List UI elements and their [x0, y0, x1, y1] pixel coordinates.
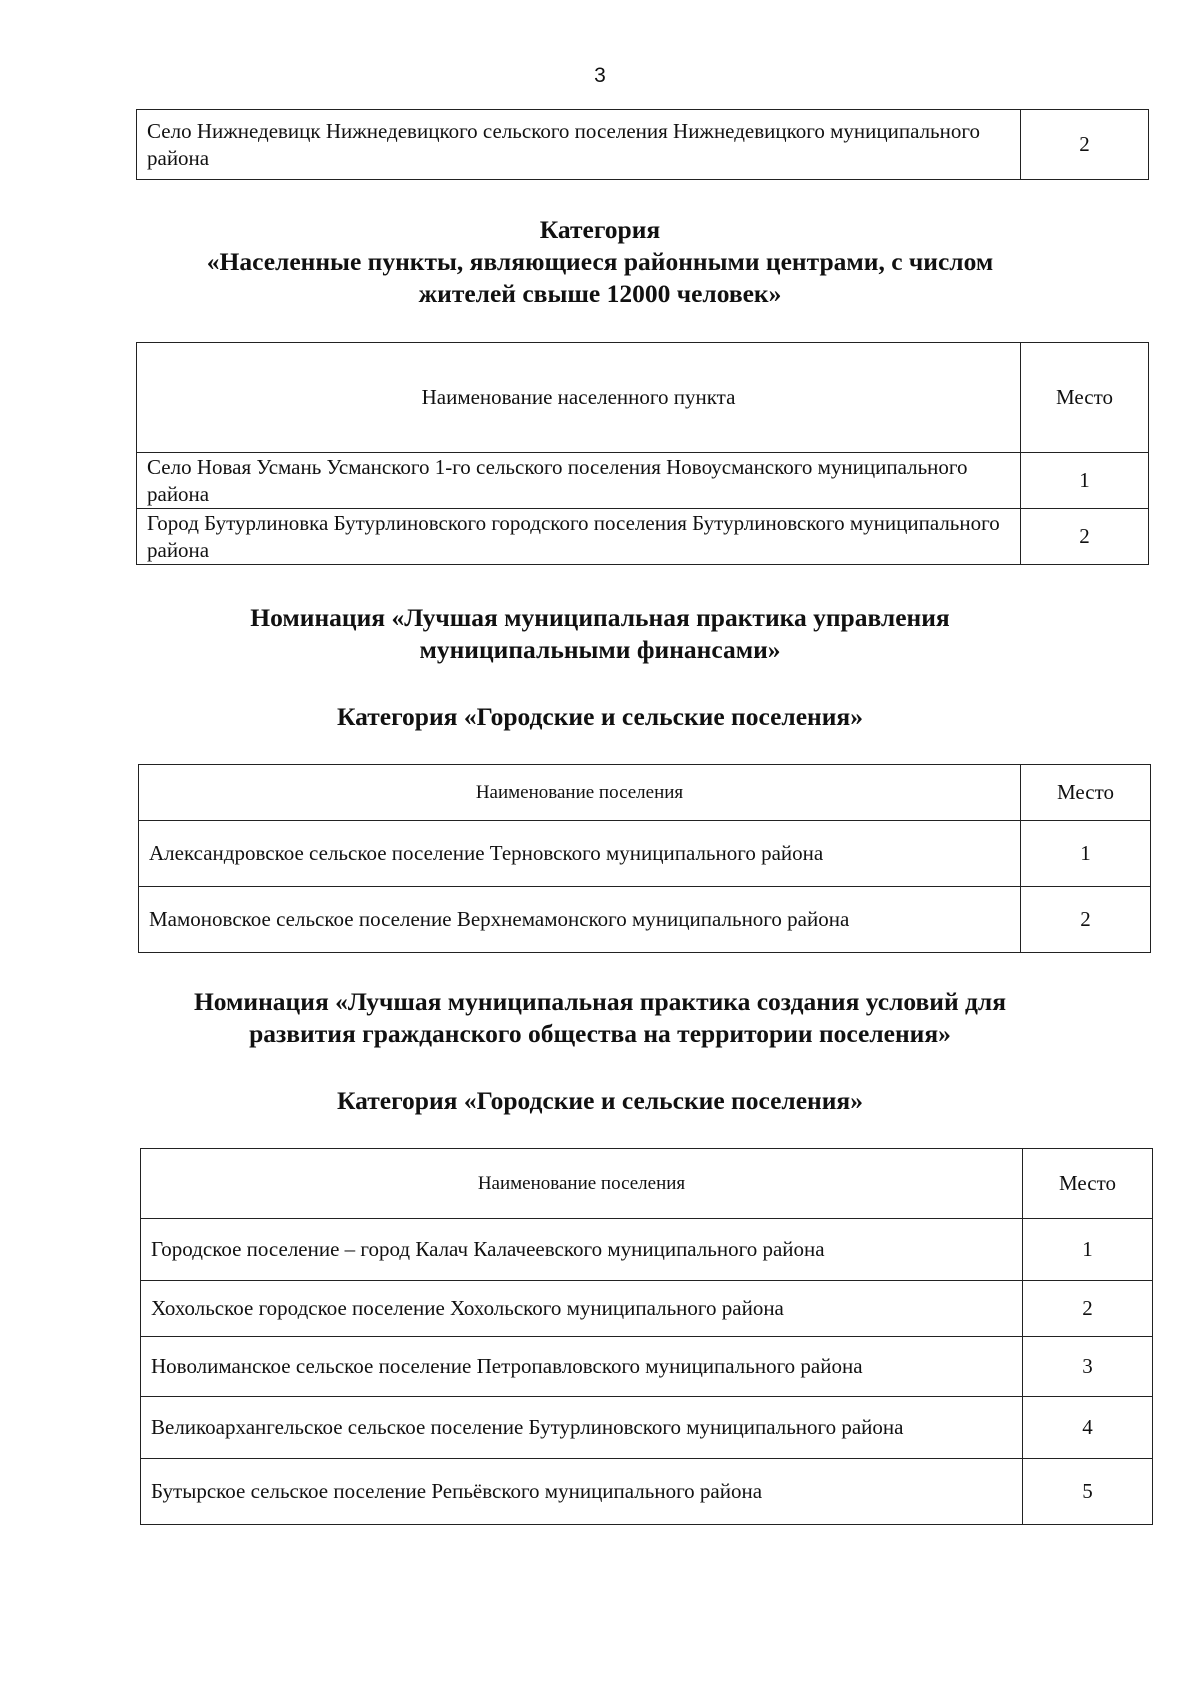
- table-row: [141, 1219, 1153, 1281]
- column-header-name: Наименование поселения: [141, 1149, 1023, 1219]
- settlement-name: Хохольское городское поселение Хохольского муниципального района: [141, 1281, 1023, 1337]
- settlement-name: Бутырское сельское поселение Репьёвского муниципального района: [141, 1459, 1023, 1525]
- place-value: 1: [1021, 821, 1151, 887]
- heading-line: «Населенные пункты, являющиеся районными центрами, с числом: [206, 247, 994, 276]
- place-value: 2: [1021, 887, 1151, 953]
- place-value: 2: [1021, 509, 1149, 565]
- settlement-name: Городское поселение – город Калач Калачеевского муниципального района: [141, 1219, 1023, 1281]
- heading-line: Номинация «Лучшая муниципальная практика управления: [250, 603, 950, 632]
- settlement-name: Великоархангельское сельское поселение Бутурлиновского муниципального района: [141, 1397, 1023, 1459]
- category-heading-settlements: [0, 701, 1200, 733]
- table-row: [141, 1397, 1153, 1459]
- heading-line: жителей свыше 12000 человек»: [418, 279, 782, 308]
- column-header-place: Место: [1021, 343, 1149, 453]
- settlement-name: Город Бутурлиновка Бутурлиновского городского поселения Бутурлиновского муниципального района: [137, 509, 1021, 565]
- table-finance: [138, 764, 1151, 953]
- table-header-row: [141, 1149, 1153, 1219]
- place-value: 3: [1023, 1337, 1153, 1397]
- table-continuation: [136, 109, 1149, 180]
- table-row: [137, 509, 1149, 565]
- heading-line: Категория: [539, 215, 661, 244]
- settlement-name: Село Новая Усмань Усманского 1-го сельского поселения Новоусманского муниципального района: [137, 453, 1021, 509]
- table-header-row: [137, 343, 1149, 453]
- table-row: [141, 1281, 1153, 1337]
- place-value: 1: [1021, 453, 1149, 509]
- table-row: [137, 453, 1149, 509]
- table-row: [139, 821, 1151, 887]
- heading-line: Номинация «Лучшая муниципальная практика создания условий для: [193, 987, 1007, 1016]
- settlement-name: Село Нижнедевицк Нижнедевицкого сельского поселения Нижнедевицкого муниципального района: [137, 110, 1021, 180]
- heading-line: Категория «Городские и сельские поселения»: [337, 1086, 863, 1115]
- place-value: 2: [1021, 110, 1149, 180]
- nomination-heading-finance: [0, 602, 1200, 666]
- page-number: 3: [594, 64, 606, 87]
- table-row: [141, 1337, 1153, 1397]
- column-header-name: Наименование поселения: [139, 765, 1021, 821]
- table-header-row: [139, 765, 1151, 821]
- place-value: 5: [1023, 1459, 1153, 1525]
- settlement-name: Новолиманское сельское поселение Петропавловского муниципального района: [141, 1337, 1023, 1397]
- place-value: 2: [1023, 1281, 1153, 1337]
- table-district-centers: [136, 342, 1149, 565]
- place-value: 4: [1023, 1397, 1153, 1459]
- settlement-name: Александровское сельское поселение Терновского муниципального района: [139, 821, 1021, 887]
- column-header-name: Наименование населенного пункта: [137, 343, 1021, 453]
- table-row: [141, 1459, 1153, 1525]
- heading-line: развития гражданского общества на территории поселения»: [249, 1019, 951, 1048]
- column-header-place: Место: [1023, 1149, 1153, 1219]
- category-heading-settlements: [0, 1085, 1200, 1117]
- heading-line: муниципальными финансами»: [419, 635, 781, 664]
- nomination-heading-civil-society: [0, 986, 1200, 1050]
- table-row: [139, 887, 1151, 953]
- heading-line: Категория «Городские и сельские поселения»: [337, 702, 863, 731]
- column-header-place: Место: [1021, 765, 1151, 821]
- category-heading-district-centers: [0, 214, 1200, 310]
- table-row: [137, 110, 1149, 180]
- table-civil-society: [140, 1148, 1153, 1525]
- settlement-name: Мамоновское сельское поселение Верхнемамонского муниципального района: [139, 887, 1021, 953]
- place-value: 1: [1023, 1219, 1153, 1281]
